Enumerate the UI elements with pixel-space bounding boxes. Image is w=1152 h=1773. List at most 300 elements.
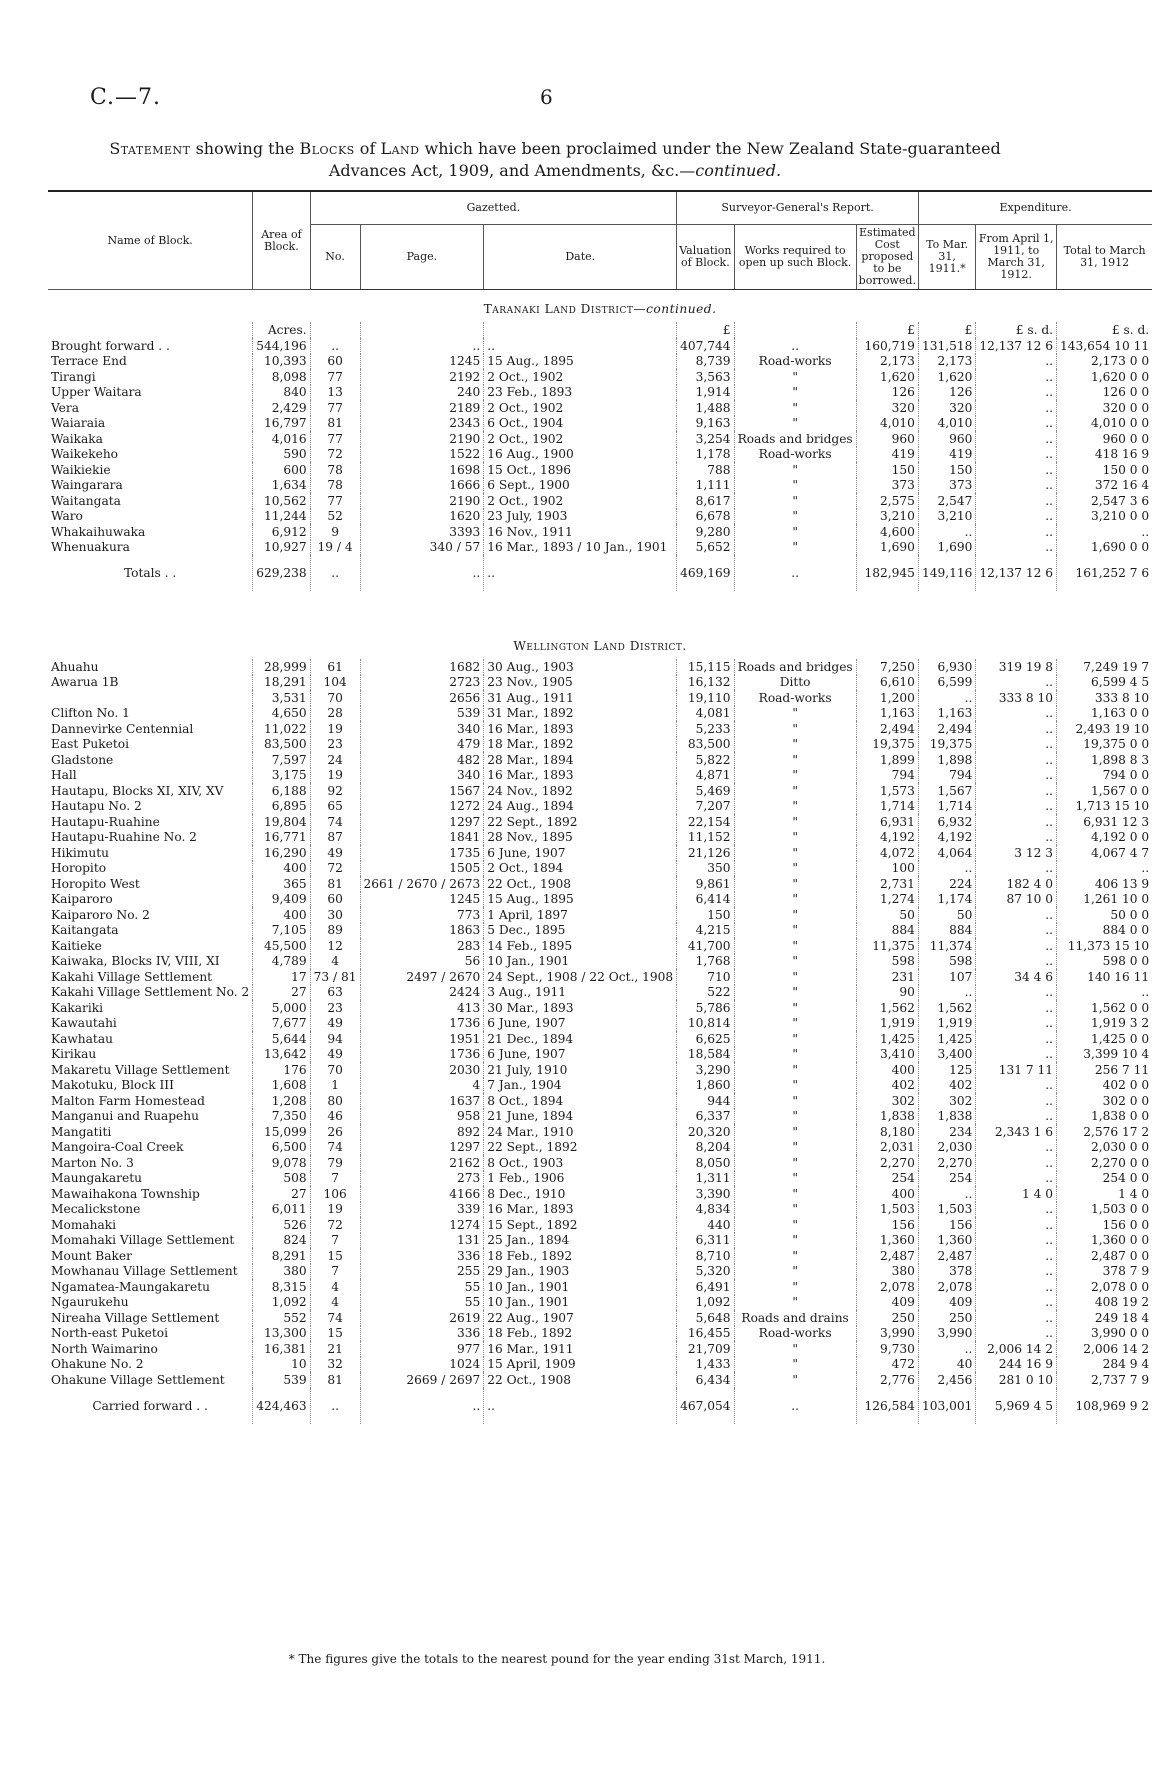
table-cell: 126 <box>856 385 918 401</box>
report-code: C.—7. <box>90 85 162 110</box>
table-row <box>48 493 1152 509</box>
table-cell: 9,730 <box>856 1341 918 1357</box>
table-cell: 81 <box>310 416 360 432</box>
table-cell: " <box>734 752 856 768</box>
table-cell: .. <box>976 431 1057 447</box>
table-cell: Hautapu-Ruahine <box>51 814 160 829</box>
table-cell: " <box>734 1031 856 1047</box>
table-cell: 21 Dec., 1894 <box>484 1031 677 1047</box>
units-cell: Acres. <box>253 322 310 338</box>
table-cell: " <box>734 1000 856 1016</box>
table-cell: 1,899 <box>856 752 918 768</box>
table-cell: 482 <box>360 752 484 768</box>
table-cell: 402 0 0 <box>1057 1078 1152 1094</box>
table-cell: 70 <box>310 690 360 706</box>
table-cell: 50 <box>918 907 975 923</box>
table-cell: 254 <box>856 1171 918 1187</box>
table-cell: 13,300 <box>253 1326 310 1342</box>
table-cell: 1297 <box>360 1140 484 1156</box>
table-cell: .. <box>976 447 1057 463</box>
table-cell: 1 Feb., 1906 <box>484 1171 677 1187</box>
table-cell: 273 <box>360 1171 484 1187</box>
table-cell: .. <box>918 1186 975 1202</box>
table-cell: 49 <box>310 1047 360 1063</box>
table-cell: 23 Nov., 1905 <box>484 675 677 691</box>
district-heading-taranaki-text: Taranaki Land District— <box>483 302 647 316</box>
title-word-statement: Statement <box>109 139 191 158</box>
table-cell: Mangoira-Coal Creek <box>51 1140 184 1155</box>
table-cell: Mangatiti <box>51 1124 112 1139</box>
table-cell: 18,584 <box>677 1047 734 1063</box>
units-cell: £ <box>677 322 734 338</box>
table-cell: 340 <box>360 721 484 737</box>
table-cell: 5,644 <box>253 1031 310 1047</box>
table-cell: 250 <box>856 1310 918 1326</box>
table-cell: 1,562 <box>856 1000 918 1016</box>
table-cell: 160,719 <box>856 338 918 354</box>
col-valuation: Valuation of Block. <box>677 225 734 290</box>
table-cell: Kaitieke <box>51 938 102 953</box>
table-cell: .. <box>976 478 1057 494</box>
table-cell: Whenuakura <box>51 540 130 555</box>
table-cell: 413 <box>360 1000 484 1016</box>
table-cell: 25 Jan., 1894 <box>484 1233 677 1249</box>
title-word-blocks: Blocks <box>299 139 355 158</box>
table-cell: 12 <box>310 938 360 954</box>
total-cell: 12,137 12 6 <box>976 555 1057 591</box>
table-row <box>48 814 1152 830</box>
table-cell: Makaretu Village Settlement <box>51 1062 230 1077</box>
table-row <box>48 1062 1152 1078</box>
table-cell: Hautapu, Blocks XI, XIV, XV <box>51 783 224 798</box>
table-cell: Kaiparoro <box>51 892 113 907</box>
table-cell: 3,410 <box>856 1047 918 1063</box>
table-cell: 2,270 <box>918 1155 975 1171</box>
table-cell: 2,776 <box>856 1372 918 1388</box>
table-cell: 6 June, 1907 <box>484 1047 677 1063</box>
table-cell: 22 Oct., 1908 <box>484 876 677 892</box>
table-cell: 2189 <box>360 400 484 416</box>
table-cell: Mount Baker <box>51 1248 132 1263</box>
table-cell: 244 16 9 <box>976 1357 1057 1373</box>
table-cell: 11,152 <box>677 830 734 846</box>
table-cell: 255 <box>360 1264 484 1280</box>
table-cell: North-east Puketoi <box>51 1326 168 1341</box>
table-cell: 5,648 <box>677 1310 734 1326</box>
table-cell: 77 <box>310 369 360 385</box>
table-row <box>48 799 1152 815</box>
table-cell: East Puketoi <box>51 737 129 752</box>
table-cell: 1,360 <box>918 1233 975 1249</box>
table-cell: 77 <box>310 431 360 447</box>
table-cell: 24 <box>310 752 360 768</box>
table-cell: 7,207 <box>677 799 734 815</box>
table-cell: 10,927 <box>253 540 310 556</box>
table-cell: .. <box>918 1341 975 1357</box>
table-cell: 1,433 <box>677 1357 734 1373</box>
table-cell: 1,163 <box>856 706 918 722</box>
table-cell: 5 Dec., 1895 <box>484 923 677 939</box>
total-cell: .. <box>484 1388 677 1424</box>
table-cell: Road-works <box>734 354 856 370</box>
table-cell: Hikimutu <box>51 845 109 860</box>
table-cell: Momahaki <box>51 1217 117 1232</box>
table-cell: 1,567 <box>918 783 975 799</box>
table-cell: 3393 <box>360 524 484 540</box>
table-row <box>48 1372 1152 1388</box>
table-cell: 539 <box>253 1372 310 1388</box>
table-cell: 3,531 <box>253 690 310 706</box>
table-cell: 21,709 <box>677 1341 734 1357</box>
table-cell: 10,814 <box>677 1016 734 1032</box>
table-cell: 1522 <box>360 447 484 463</box>
table-cell: 944 <box>677 1093 734 1109</box>
table-cell: 418 16 9 <box>1057 447 1152 463</box>
table-cell: 125 <box>918 1062 975 1078</box>
table-cell: 2,487 0 0 <box>1057 1248 1152 1264</box>
table-cell: 31 Aug., 1911 <box>484 690 677 706</box>
table-cell: " <box>734 923 856 939</box>
table-cell: 16 Mar., 1893 <box>484 721 677 737</box>
table-cell: 27 <box>253 985 310 1001</box>
table-cell: 52 <box>310 509 360 525</box>
table-row <box>48 462 1152 478</box>
table-cell: 400 <box>856 1062 918 1078</box>
table-cell: 824 <box>253 1233 310 1249</box>
table-cell: 7,597 <box>253 752 310 768</box>
table-row <box>48 354 1152 370</box>
table-row <box>48 985 1152 1001</box>
table-cell: 2,429 <box>253 400 310 416</box>
table-cell: 8 Dec., 1910 <box>484 1186 677 1202</box>
table-cell: 9,409 <box>253 892 310 908</box>
table-cell: " <box>734 493 856 509</box>
table-cell: Road-works <box>734 447 856 463</box>
table-cell: Awarua 1B <box>51 675 119 690</box>
table-cell: 15 Oct., 1896 <box>484 462 677 478</box>
table-cell: 78 <box>310 462 360 478</box>
table-cell: Momahaki Village Settlement <box>51 1233 235 1248</box>
table-cell: 3,990 0 0 <box>1057 1326 1152 1342</box>
table-cell: 49 <box>310 845 360 861</box>
table-cell: 27 <box>253 1186 310 1202</box>
table-cell: 2669 / 2697 <box>360 1372 484 1388</box>
table-cell: " <box>734 954 856 970</box>
table-cell: .. <box>976 1171 1057 1187</box>
table-cell: .. <box>976 737 1057 753</box>
table-cell: 240 <box>360 385 484 401</box>
table-cell: .. <box>976 814 1057 830</box>
table-cell: Waiaraia <box>51 416 106 431</box>
table-cell: 2,173 <box>918 354 975 370</box>
table-cell: 1,919 <box>856 1016 918 1032</box>
table-cell: 81 <box>310 1372 360 1388</box>
total-cell: 126,584 <box>856 1388 918 1424</box>
table-cell: 74 <box>310 814 360 830</box>
table-cell: 8 Oct., 1894 <box>484 1093 677 1109</box>
table-cell: 1245 <box>360 354 484 370</box>
table-cell: " <box>734 400 856 416</box>
table-cell: " <box>734 1357 856 1373</box>
table-row <box>48 876 1152 892</box>
table-cell: 1,092 <box>253 1295 310 1311</box>
table-cell: " <box>734 783 856 799</box>
table-cell: 281 0 10 <box>976 1372 1057 1388</box>
table-cell: 16 Nov., 1911 <box>484 524 677 540</box>
table-cell: 336 <box>360 1248 484 1264</box>
table-cell <box>48 690 253 706</box>
table-cell: 9,861 <box>677 876 734 892</box>
table-cell: 2190 <box>360 493 484 509</box>
total-cell: .. <box>310 555 360 591</box>
table-cell: " <box>734 1124 856 1140</box>
table-cell: 2,031 <box>856 1140 918 1156</box>
total-cell: Totals . . <box>123 566 177 580</box>
table-cell: 402 <box>856 1078 918 1094</box>
table-cell: 19,375 0 0 <box>1057 737 1152 753</box>
table-cell: 107 <box>918 969 975 985</box>
table-cell: 60 <box>310 354 360 370</box>
table-cell: 5,822 <box>677 752 734 768</box>
table-cell: Kawautahi <box>51 1016 117 1031</box>
table-cell: 1245 <box>360 892 484 908</box>
table-cell: Ahuahu <box>51 659 99 674</box>
table-row <box>48 1357 1152 1373</box>
table-cell: .. <box>976 524 1057 540</box>
table-cell: 6,311 <box>677 1233 734 1249</box>
table-cell: 131,518 <box>918 338 975 354</box>
table-row <box>48 1264 1152 1280</box>
table-cell: Brought forward . . <box>51 338 170 353</box>
table-cell: Roads and drains <box>734 1310 856 1326</box>
table-cell: Kakahi Village Settlement <box>51 969 213 984</box>
table-cell: Horopito West <box>51 876 140 891</box>
table-cell: Kirikau <box>51 1047 97 1062</box>
table-cell: 3,399 10 4 <box>1057 1047 1152 1063</box>
table-cell: 6,625 <box>677 1031 734 1047</box>
table-cell: .. <box>976 1000 1057 1016</box>
table-cell: " <box>734 1109 856 1125</box>
total-cell: 161,252 7 6 <box>1057 555 1152 591</box>
table-cell: 1,898 8 3 <box>1057 752 1152 768</box>
table-cell: 3,254 <box>677 431 734 447</box>
table-row <box>48 1341 1152 1357</box>
table-row <box>48 675 1152 691</box>
table-cell: .. <box>976 1217 1057 1233</box>
table-row <box>48 830 1152 846</box>
table-cell: " <box>734 706 856 722</box>
table-cell: Malton Farm Homestead <box>51 1093 205 1108</box>
table-cell: 8,291 <box>253 1248 310 1264</box>
table-cell: Clifton No. 1 <box>51 706 130 721</box>
table-cell: 18 Mar., 1892 <box>484 737 677 753</box>
title-line-2: Advances Act, 1909, and Amendments, &c.— <box>328 161 696 180</box>
col-page: Page. <box>360 225 484 290</box>
table-row <box>48 783 1152 799</box>
table-cell: 100 <box>856 861 918 877</box>
table-cell: 2,173 0 0 <box>1057 354 1152 370</box>
table-cell: 8,180 <box>856 1124 918 1140</box>
table-row <box>48 737 1152 753</box>
table-row <box>48 706 1152 722</box>
table-cell: 11,373 15 10 <box>1057 938 1152 954</box>
table-cell: 156 <box>856 1217 918 1233</box>
table-cell: " <box>734 1155 856 1171</box>
table-row <box>48 1217 1152 1233</box>
table-cell: Mowhanau Village Settlement <box>51 1264 238 1279</box>
table-cell: 4,067 4 7 <box>1057 845 1152 861</box>
table-cell: 13 <box>310 385 360 401</box>
table-cell: 11,375 <box>856 938 918 954</box>
table-cell: 3,563 <box>677 369 734 385</box>
table-cell: 6,678 <box>677 509 734 525</box>
table-cell: .. <box>310 338 360 354</box>
table-cell: 1 April, 1897 <box>484 907 677 923</box>
table-cell: .. <box>976 783 1057 799</box>
table-cell: 598 <box>856 954 918 970</box>
table-cell: 1698 <box>360 462 484 478</box>
table-cell: 50 0 0 <box>1057 907 1152 923</box>
total-cell: .. <box>484 555 677 591</box>
table-cell: Kaitangata <box>51 923 119 938</box>
table-cell: 7 <box>310 1233 360 1249</box>
table-cell: 49 <box>310 1016 360 1032</box>
table-cell: 7,249 19 7 <box>1057 659 1152 675</box>
table-cell: 1,714 <box>918 799 975 815</box>
table-cell: 319 19 8 <box>976 659 1057 675</box>
table-cell: " <box>734 369 856 385</box>
table-cell: 143,654 10 11 <box>1057 338 1152 354</box>
table-cell: 16,132 <box>677 675 734 691</box>
table-cell: Hautapu-Ruahine No. 2 <box>51 830 197 845</box>
table-cell: 539 <box>360 706 484 722</box>
table-cell: " <box>734 938 856 954</box>
table-cell: 70 <box>310 1062 360 1078</box>
table-cell: 231 <box>856 969 918 985</box>
table-cell: 1863 <box>360 923 484 939</box>
table-cell: 2,487 <box>856 1248 918 1264</box>
table-cell: 1,200 <box>856 690 918 706</box>
table-row <box>48 1109 1152 1125</box>
table-cell: 1682 <box>360 659 484 675</box>
table-cell: 19,804 <box>253 814 310 830</box>
table-cell: 7 <box>310 1171 360 1187</box>
table-cell: 30 Mar., 1893 <box>484 1000 677 1016</box>
table-cell: .. <box>976 799 1057 815</box>
table-cell: 126 <box>918 385 975 401</box>
table-cell: 79 <box>310 1155 360 1171</box>
table-cell: 1,111 <box>677 478 734 494</box>
table-cell: Tirangi <box>51 369 96 384</box>
table-cell: .. <box>976 493 1057 509</box>
table-cell: 60 <box>310 892 360 908</box>
table-cell: 960 0 0 <box>1057 431 1152 447</box>
table-cell: 598 0 0 <box>1057 954 1152 970</box>
table-cell: 19,375 <box>856 737 918 753</box>
total-cell: 149,116 <box>918 555 975 591</box>
table-cell: Waikekeho <box>51 447 119 462</box>
table-cell: 28 <box>310 706 360 722</box>
table-cell: 6,599 <box>918 675 975 691</box>
table-cell: 8 Oct., 1903 <box>484 1155 677 1171</box>
table-cell: Dannevirke Centennial <box>51 721 194 736</box>
table-cell: 6,491 <box>677 1279 734 1295</box>
units-row <box>48 322 1152 338</box>
units-cell <box>360 322 484 338</box>
table-cell: " <box>734 1295 856 1311</box>
table-cell: 89 <box>310 923 360 939</box>
table-cell: 1,898 <box>918 752 975 768</box>
table-cell: 4,650 <box>253 706 310 722</box>
table-cell: 472 <box>856 1357 918 1373</box>
table-cell: 1,838 0 0 <box>1057 1109 1152 1125</box>
table-cell: " <box>734 1171 856 1187</box>
table-cell: " <box>734 861 856 877</box>
total-cell: .. <box>734 1388 856 1424</box>
table-cell: 6,931 <box>856 814 918 830</box>
table-cell: 87 10 0 <box>976 892 1057 908</box>
table-row <box>48 400 1152 416</box>
table-cell: 479 <box>360 737 484 753</box>
table-cell: .. <box>976 462 1057 478</box>
table-cell: " <box>734 907 856 923</box>
table-cell: .. <box>976 1264 1057 1280</box>
district-heading-wellington <box>48 627 1152 659</box>
table-cell: 104 <box>310 675 360 691</box>
total-cell: 424,463 <box>253 1388 310 1424</box>
table-cell: " <box>734 416 856 432</box>
table-cell: 6,930 <box>918 659 975 675</box>
table-cell: .. <box>1057 861 1152 877</box>
table-cell: " <box>734 1186 856 1202</box>
table-cell: Hall <box>51 768 77 783</box>
table-cell: " <box>734 969 856 985</box>
total-cell: 103,001 <box>918 1388 975 1424</box>
table-cell: 2,456 <box>918 1372 975 1388</box>
table-cell: 1,567 0 0 <box>1057 783 1152 799</box>
table-cell: 2619 <box>360 1310 484 1326</box>
table-cell: 3,210 <box>918 509 975 525</box>
table-cell: " <box>734 1279 856 1295</box>
table-cell: 7 <box>310 1264 360 1280</box>
table-cell: Ngaurukehu <box>51 1295 129 1310</box>
table-cell: Kakahi Village Settlement No. 2 <box>51 985 250 1000</box>
table-cell: Road-works <box>734 1326 856 1342</box>
table-cell: 1,634 <box>253 478 310 494</box>
table-cell: 45,500 <box>253 938 310 954</box>
table-cell: 21 July, 1910 <box>484 1062 677 1078</box>
table-cell: 1,425 <box>918 1031 975 1047</box>
table-cell: .. <box>1057 524 1152 540</box>
table-cell: 131 <box>360 1233 484 1249</box>
table-cell: 6,912 <box>253 524 310 540</box>
table-cell: 10 <box>253 1357 310 1373</box>
table-cell: Kaiwaka, Blocks IV, VIII, XI <box>51 954 220 969</box>
table-cell: 320 <box>918 400 975 416</box>
table-cell: 176 <box>253 1062 310 1078</box>
table-cell: 1666 <box>360 478 484 494</box>
table-cell: 6,337 <box>677 1109 734 1125</box>
table-cell: 8,617 <box>677 493 734 509</box>
table-cell: .. <box>976 1233 1057 1249</box>
table-cell: 2497 / 2670 <box>360 969 484 985</box>
table-cell: 1736 <box>360 1016 484 1032</box>
table-cell: 21 June, 1894 <box>484 1109 677 1125</box>
table-cell: " <box>734 1016 856 1032</box>
table-cell: " <box>734 737 856 753</box>
table-cell: 156 0 0 <box>1057 1217 1152 1233</box>
table-cell: 788 <box>677 462 734 478</box>
